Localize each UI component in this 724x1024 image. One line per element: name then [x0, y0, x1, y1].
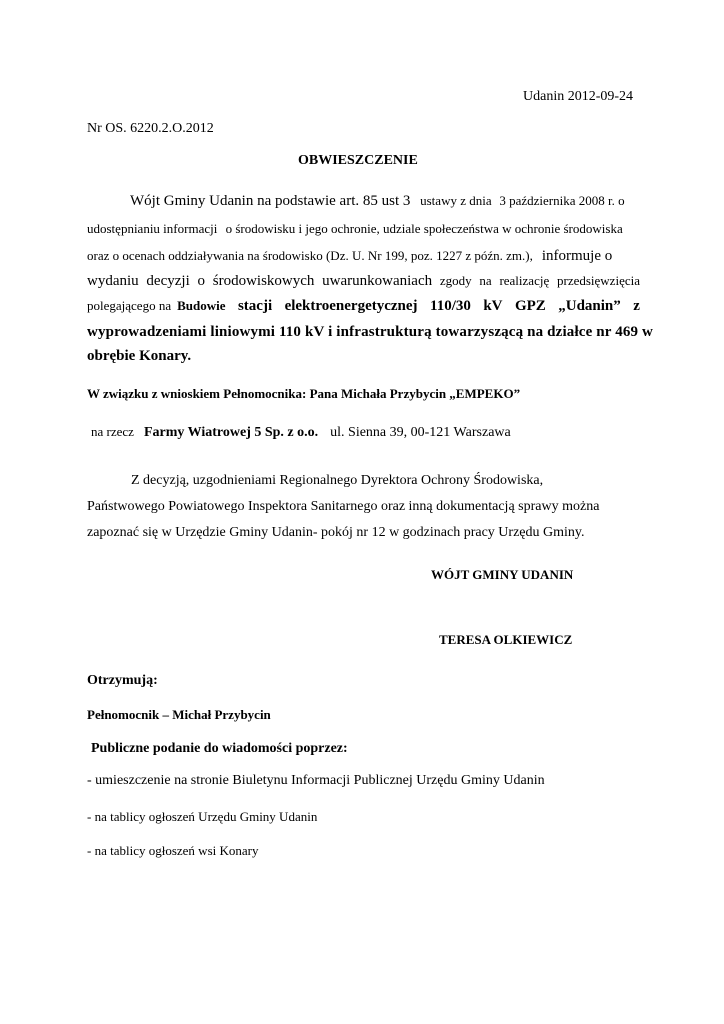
para1-line1-part2: ustawy z dnia — [420, 193, 492, 208]
para1-line1 — [130, 194, 625, 209]
signature-name: TERESA OLKIEWICZ — [439, 632, 573, 647]
para2-line2: Państwowego Powiatowego Inspektora Sanitarnego oraz inną dokumentacją sprawy można — [87, 499, 600, 514]
bullet-item: - na tablicy ogłoszeń wsi Konary — [87, 843, 259, 858]
para1-line1-part1: Wójt Gminy Udanin na podstawie art. 85 ust 3 — [130, 193, 411, 209]
reference-number: Nr OS. 6220.2.O.2012 — [87, 121, 214, 136]
para1-line4 — [87, 274, 640, 289]
para1-line5-bold — [177, 299, 640, 314]
para1-line4-word: środowiskowych — [212, 273, 315, 289]
date-line: Udanin 2012-09-24 — [523, 89, 634, 104]
para1-line5-word: 110/30 — [430, 298, 471, 314]
para1-line4-word: przedsięwzięcia — [556, 273, 640, 288]
bullet-item: - na tablicy ogłoszeń Urzędu Gminy Udanin — [87, 809, 318, 824]
para1-line3-part1: oraz o ocenach oddziaływania na środowisko (Dz. U. Nr 199, poz. 1227 z późn. zm.), — [87, 248, 533, 263]
company-name: Farmy Wiatrowej 5 Sp. z o.o. — [143, 425, 319, 440]
para1-line4-word: wydaniu — [87, 273, 139, 289]
para1-line4-word: na — [479, 273, 492, 288]
on-behalf-prefix: na rzecz — [91, 424, 134, 439]
on-behalf-line — [91, 424, 511, 440]
public-notice-heading: Publiczne podanie do wiadomości poprzez: — [91, 741, 348, 756]
para1-line5-word: „Udanin” — [558, 298, 621, 314]
para1-line2-part2: o środowisku i jego ochronie, udziale społeczeństwa w ochronie środowiska — [225, 221, 623, 236]
para1-line5-word: stacji — [237, 298, 273, 314]
para1-line1-part3: 3 października 2008 r. o — [499, 193, 625, 208]
para1-line4-word: zgody — [439, 273, 472, 288]
para1-line5-word: elektroenergetycznej — [284, 298, 418, 314]
para1-line7: obrębie Konary. — [87, 348, 192, 364]
signature-title: WÓJT GMINY UDANIN — [431, 567, 574, 582]
para1-line4-word: uwarunkowaniach — [322, 273, 433, 289]
para1-line4-word: decyzji — [146, 273, 190, 289]
para2-line1: Z decyzją, uzgodnieniami Regionalnego Dyrektora Ochrony Środowiska, — [131, 473, 544, 488]
para1-line5-word: GPZ — [514, 298, 546, 314]
para1-line3-part2: informuje o — [541, 248, 613, 264]
para1-line6: wyprowadzeniami liniowymi 110 kV i infrastrukturą towarzyszącą na działce nr 469 w — [87, 324, 654, 340]
recipient-proxy: Pełnomocnik – Michał Przybycin — [87, 707, 271, 722]
para2-line3: zapoznać się w Urzędzie Gminy Udanin- pokój nr 12 w godzinach pracy Urzędu Gminy. — [87, 525, 585, 540]
para1-line4-word: realizację — [499, 273, 550, 288]
para1-line5-word: kV — [483, 298, 503, 314]
para1-line5 — [87, 299, 640, 314]
para1-line3 — [87, 248, 612, 264]
recipients-heading: Otrzymują: — [87, 673, 158, 688]
document-heading: OBWIESZCZENIE — [298, 153, 418, 168]
bullet-item: - umieszczenie na stronie Biuletynu Informacji Publicznej Urzędu Gminy Udanin — [87, 773, 545, 788]
para1-line2-part1: udostępnianiu informacji — [87, 221, 218, 236]
para1-line4-word: o — [197, 273, 205, 289]
proxy-line: W związku z wnioskiem Pełnomocnika: Pana Michała Przybycin „EMPEKO” — [87, 386, 521, 401]
company-address: ul. Sienna 39, 00-121 Warszawa — [330, 425, 511, 440]
para1-line5-word: z — [633, 298, 640, 314]
para1-line2 — [87, 222, 623, 235]
para1-line5-lead: polegającego na — [87, 298, 172, 313]
para1-line5-word: Budowie — [177, 298, 226, 313]
